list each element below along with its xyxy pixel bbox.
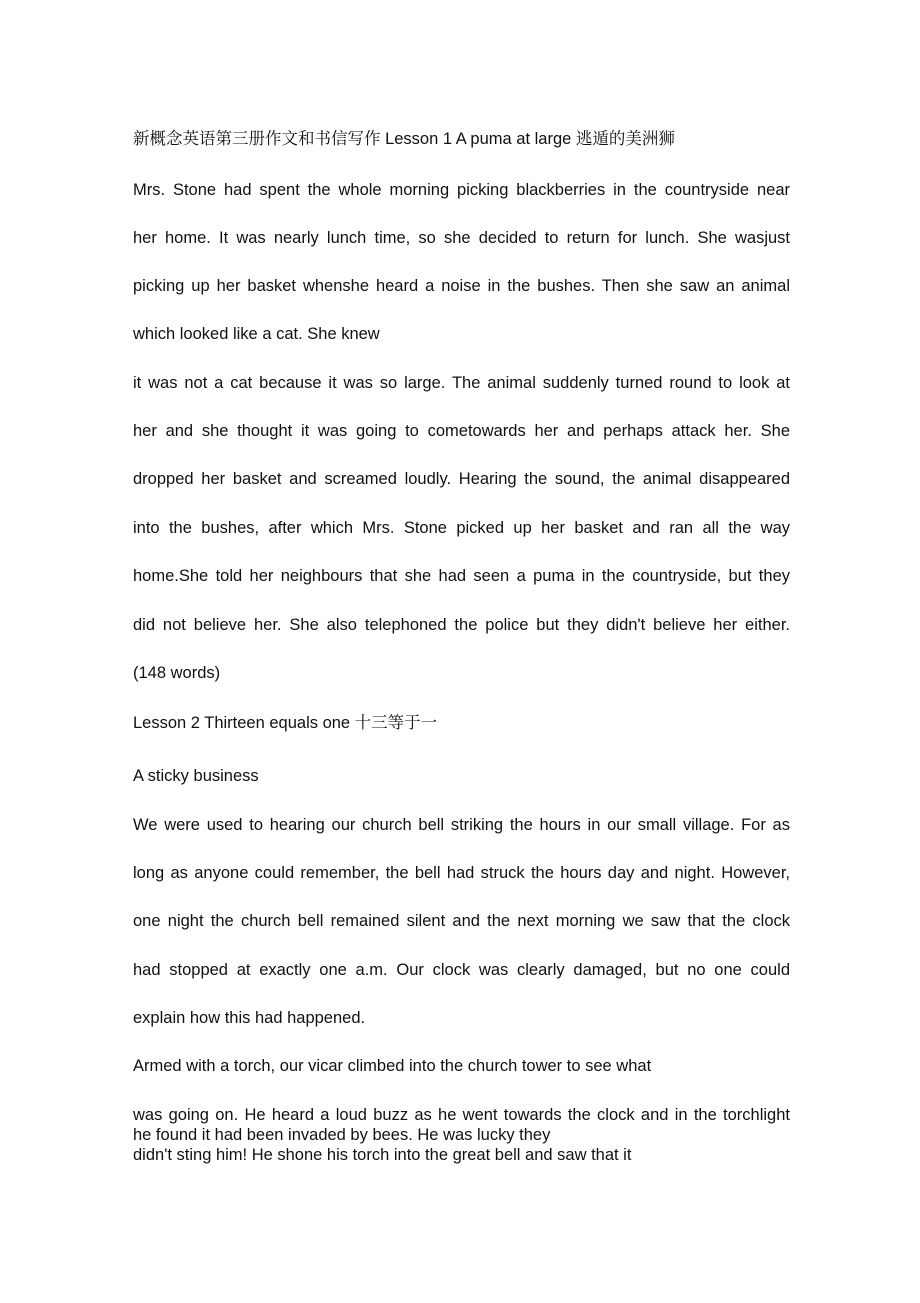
lesson-2-line: long as anyone could remember, the bell had struck the hours day and night. However, — [133, 864, 790, 882]
lesson-1-line: home.She told her neighbours that she had seen a puma in the countryside, but they — [133, 567, 790, 585]
lesson-1-line: her home. It was nearly lunch time, so she decided to return for lunch. She wasjust — [133, 229, 790, 247]
lesson-1-heading: 新概念英语第三册作文和书信写作 Lesson 1 A puma at large 逃遁的美洲狮 — [133, 130, 675, 148]
lesson-2-subheading: A sticky business — [133, 767, 259, 785]
lesson-1-line: did not believe her. She also telephoned the police but they didn't believe her either. — [133, 616, 790, 634]
lesson-1-line: her and she thought it was going to cometowards her and perhaps attack her. She — [133, 422, 790, 440]
lesson-1-line: picking up her basket whenshe heard a noise in the bushes. Then she saw an animal — [133, 277, 790, 295]
word-count: (148 words) — [133, 664, 221, 682]
lesson-2-line: explain how this had happened. — [133, 1009, 366, 1027]
lesson-1-line: which looked like a cat. She knew — [133, 325, 380, 343]
lesson-1-line: dropped her basket and screamed loudly. Hearing the sound, the animal disappeared — [133, 470, 790, 488]
lesson-2-line: was going on. He heard a loud buzz as he went towards the clock and in the torchlight — [133, 1106, 790, 1124]
lesson-2-line: had stopped at exactly one a.m. Our clock was clearly damaged, but no one could — [133, 961, 790, 979]
lesson-2-line: We were used to hearing our church bell striking the hours in our small village. For as — [133, 816, 790, 834]
lesson-2-line: one night the church bell remained silent and the next morning we saw that the clock — [133, 912, 790, 930]
lesson-2-heading: Lesson 2 Thirteen equals one 十三等于一 — [133, 714, 438, 732]
lesson-1-line: into the bushes, after which Mrs. Stone picked up her basket and ran all the way — [133, 519, 790, 537]
lesson-2-line: he found it had been invaded by bees. He was lucky they — [133, 1126, 551, 1144]
lesson-2-line: Armed with a torch, our vicar climbed into the church tower to see what — [133, 1057, 652, 1075]
lesson-1-line: Mrs. Stone had spent the whole morning picking blackberries in the countryside near — [133, 181, 790, 199]
lesson-1-line: it was not a cat because it was so large. The animal suddenly turned round to look at — [133, 374, 790, 392]
lesson-2-line: didn't sting him! He shone his torch into the great bell and saw that it — [133, 1146, 632, 1164]
